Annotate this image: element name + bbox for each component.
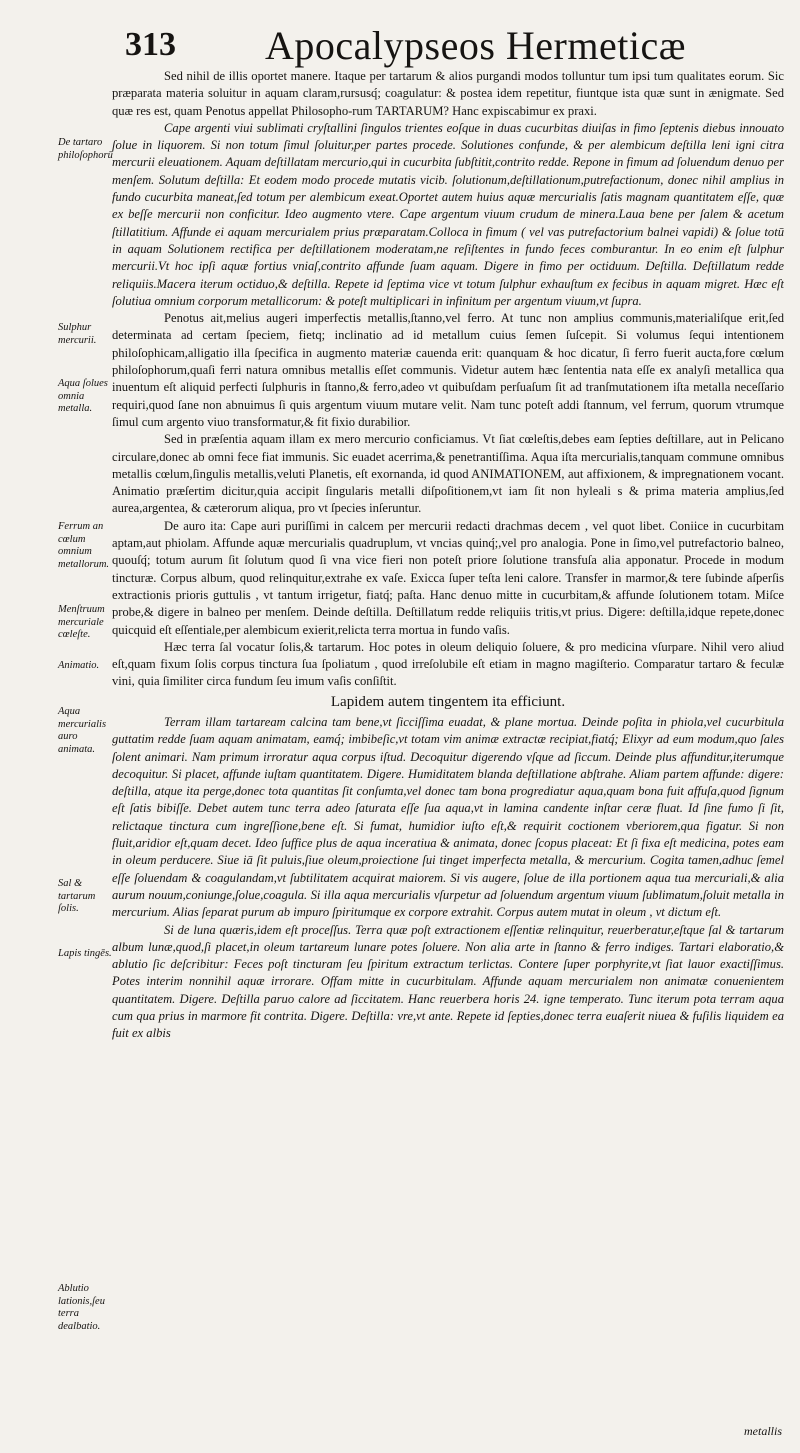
paragraph: Sed in præſentia aquam illam ex mero mercurio conficiamus. Vt ſiat cœleſtis,debes eam ſepties deſtillare, aut in Pelicano circulare,donec ab omni fece fiat immunis. Sic euadet acerrima,& penetrantiſſima. Aqua iſta mercurialis,tanquam commune omnibus metallis cœlum,ſingulis metallis,veluti Planetis, eſt exornanda, id quod ANIMATIONEM, aut affixionem, & impregnationem vocant. Animatio præſertim dicitur,quia accipit ſingularis metalli diſpoſitionem,vt iam ſit non hyleali s & prima materia amplius,ſed aurea,argentea, & cæterorum aliqua, pro vt ſpecies inſeruntur. [112, 432, 784, 516]
running-title: Apocalypseos Hermeticæ [265, 23, 686, 68]
paragraph: Cape argenti viui sublimati cryſtallini ſingulos trientes eoſque in duas cucurbitas diuiſas in fimo ſeptenis diebus innouato ſolue in liquorem. Si non totum ſimul ſoluitur,per partes procede. Solutiones confunde, & per alembicum deſtilla leni igni citra mercurii eleuationem. Aquam deſtillatam mercurio,qui in cucurbita ſubſtitit,contrito redde. Repone in fimum ad ſoluendum denuo per menſem. Solutum deſtilla: Et eodem modo procede mutatis vicib. ſolutionum,deſtillationum,putrefactionum, donec nihil amplius in fundo cucurbita maneat,ſed totum per alembicum exeat.Oportet autem huius aquæ mercurialis ſatis magnam quantitatem eſſe, quæ ex beſſe mercurii non conficitur. Ideo augmento vtere. Cape argentum viuum crudum de minera.Laua bene per ſalem & acetum ſtillatitium. Affunde ei aquam mercurialem prius præparatam.Colloca in fimum ( vel vas putrefactorium balnei vapidi) & ſolue totū in aquam Solutionem rectifica per deſtillationem moderatam,ne reſiſtentes in fundo feces comburantur. In eo enim eſt ſulphur mercurii.Vt hoc ipſi aquæ fortius vniaſ,contrito affunde ſuam aquam. Digere in fimo per octiduum. Deſtilla. Deſtillatum redde reliquiis.Macera iterum octiduo,& deſtilla. Repete id ſeptima vice vt totum ſulphur exhauſtum ex fecibus in aquam migret. Hæc eſt ſolutiua omnium corporum metallicorum: & poteſt multiplicari in infinitum per argentum viuum,vt ſupra. [112, 120, 784, 308]
section-heading: Lapidem autem tingentem ita efficiunt. [330, 693, 566, 710]
paragraph: Penotus ait,melius augeri imperfectis metallis,ſtanno,vel ferro. At tunc non amplius communis,materialiſque erit,ſed determinata ad certam ſpeciem, fietq; inclinatio ad id metallum cuius ſemen ſuſcepit. Si volumus ſequi intentionem philoſophicam,alligatio illa ſpecifica in augmento materiæ cauenda erit: quanquam & hoc dicatur, ſi ferro fuerit aucta,fore cœlum philoſophorum,quaſi ferri natura omnibus metallis eſſet communis. Videtur autem hæc ſententia nata eſſe ex analyſi metallica qua inuentum eſt aliquid perfecti ſulphuris in ſtanno,& ferro,adeo vt quibuſdam perſuaſum ſit ad tranſmutationem iſta metalla neceſſario requiri,quod ſane non abnuimus ſi quis argentum viuum mutare velit. Nam tunc poteſt addi ſtannum, vel ferrum, quorum vtrumque ſimul cum argento viuo transformatur,& fit fixio durabilior. [112, 311, 784, 429]
page-body [112, 68, 784, 1446]
marginal-note: Sal & tartarum ſolis. [58, 878, 96, 914]
marginal-note: Aqua mercurialis auro animata. [58, 706, 107, 755]
paragraph: Si de luna quæris,idem eſt proceſſus. Terra quæ poſt extractionem eſſentiæ relinquitur, reuerberatur,eſtque ſal & tartarum album lunæ,quod,ſi placet,in oleum tartareum lunare potes ſoluere. Non alia arte in ſtanno & ferro indiges. Tartari elaboratio,& ablutio ſic deſcribitur: Feces poſt tincturam ſeu ſpiritum extractum terlictas. Contere ſuper porphyrite,vt ſiat lauor exactiſſimus. Potes interim nonnihil aquæ irrorare. Offam mitte in cucurbitulam. Affunde aquam mercurialem non animatæ conuenientem quantitatem. Digere. Deſtilla paruo calore ad ſiccitatem. Hanc reuerbera horis 24. igne temperato. Tunc iterum pota terram aqua cum qua prius in marmore fit contrita. Digere. Deſtilla: vre,vt ante. Repete id ſepties,donec terra euaſerit niuea & fuſilis liquidem ea fuit ex albis [112, 922, 784, 1041]
catchword: metallis [744, 1424, 782, 1438]
marginal-note: Animatio. [58, 660, 100, 671]
marginal-note: Ablutio lationis,ſeu terra dealbatio. [58, 1283, 105, 1332]
paragraph: Sed nihil de illis oportet manere. Itaque per tartarum & alios purgandi modos tolluntur tum ipsi tum qualitates eorum. Sic præparata materia soluitur in aquam claram,rursusq́; coagulatur: & postea idem repetitur, fiuntque ista quæ sunt in ænigmate. Sed quæ res est, quam Penotus appellat Philosopho-rum TARTARUM? Hanc expiscabimur ex praxi. [112, 69, 784, 118]
marginal-note: Lapis tingēs. [58, 948, 112, 959]
paragraph: De auro ita: Cape auri puriſſimi in calcem per mercurii redacti drachmas decem , vel quot libet. Coniice in cucurbitam aptam,aut phiolam. Affunde aquæ mercurialis quadruplum, vt vncias quinq́;,vel pro analogia. Pone in ſimo,vel putrefactorio balneo, quouſq́; totum aurum ſit ſolutum quod ſi vna vice fieri non poteſt priore ſolutione transfuſa alia apponatur. Procede in modum tincturæ. Corpus album, quod relinquitur,extrahe ex vaſe. Exicca ſuper teſta leni calore. Transfer in marmor,& tere ſubinde aſperſis extractionis prioris guttulis , vt tantum irrigetur, fiatq́; paſta. Hanc denuo mitte in cucurbitam,& affunde ſolutionem totam. Miſce probe,& digere in balneo per menſem. Deinde deſtilla. Deſtillatum redde reliquiis tritis,vt prius. Digere: deſtilla,idque repete,donec quicquid eſt eſſentiale,per alembicum exierit,relicta terra mortua in fundo vaſis. [112, 518, 784, 637]
marginal-note: Menſtruum mercuriale cœleſte. [58, 604, 105, 640]
marginal-note: De tartaro philoſophorū [58, 137, 113, 161]
marginal-note: Ferrum an cœlum omnium metallorum. [58, 521, 110, 570]
paragraph: Hæc terra ſal vocatur ſolis,& tartarum. Hoc potes in oleum deliquio ſoluere, & pro medicina vſurpare. Nihil vero aliud eſt,quam fixum ſolis corpus tinctura ſua ſpoliatum , quod irreſolubile eſt etiam in magno magiſterio. Comparatur tartaro & feculæ vini, quia ſimiliter circa fundum ſeu imum vaſis conſiſtit. [112, 639, 784, 689]
marginal-note: Aqua ſolues omnia metalla. [58, 378, 108, 414]
page-number: 313 [125, 26, 176, 63]
paragraph: Terram illam tartaream calcina tam bene,vt ſicciſſima euadat, & plane mortua. Deinde poſita in phiola,vel cucurbitula guttatim redde ſuam aquam animatam, eamq́; imbibeſic,vt totam vim animæ extractæ recipiat,fiatq́; Elixyr ad eum modum,quo ſales ſolent animari. Nam primum irroratur aqua corpus iſtud. Decoquitur digerendo vſque ad ſiccum. Deinde plus affunditur,iterumque decoquitur. Si placet, affunde iuſtam quantitatem. Digere. Humiditatem blanda deſtillatione abſtrahe. Aliam partem affunde: digere: deſtilla, atque ita perge,donec tota quantitas ſit conſumta,vel donec tam bona progrediatur aqua,quam bona fuit affuſa,quod ſignum eſt ſatis bibiſſe. Debet autem tunc terra adeo ſaturata eſſe ſua aqua,vt in lamina candente inſtar ceræ fluat. Id ſine fumo ſi ſit, relictaque tinctura cum ingreſſione,bene eſt. Si fumat, humidior iuſto eſt,& requirit coctionem vberiorem,qua figatur. Si non fluit,aridior eſt,quam decet. Ideo ſuffice plus de aqua inceratiua & animata, donec ſcopus placeat: Et ſi fixa eſt medicina, potes eam in oleum perducere. Siue iā ſit puluis,ſiue oleum,proiectione ſui tinget imperfecta metalla, & mercurium. Cogita tamen,adhuc ſemel eſſe ſoluendam & coagulandam,vt ſubtilitatem acquirat maiorem. Si vis augere, ſolue de illa portionem aqua tua mercuriali,& alia aurum nouum,coniunge,ſolue,coagula. Si illa aqua mercurialis vſurpetur ad ſoluendum argentum viuum ſublimatum,ſoluit metalla in mercurium. Alias ſeparat purum ab impuro ſpiritumque ex corpore extrahit. Corpus autem mutat in oleum , vt dictum eſt. [112, 714, 784, 920]
marginal-note: Sulphur mercurii. [58, 322, 97, 346]
page-header [125, 22, 770, 72]
